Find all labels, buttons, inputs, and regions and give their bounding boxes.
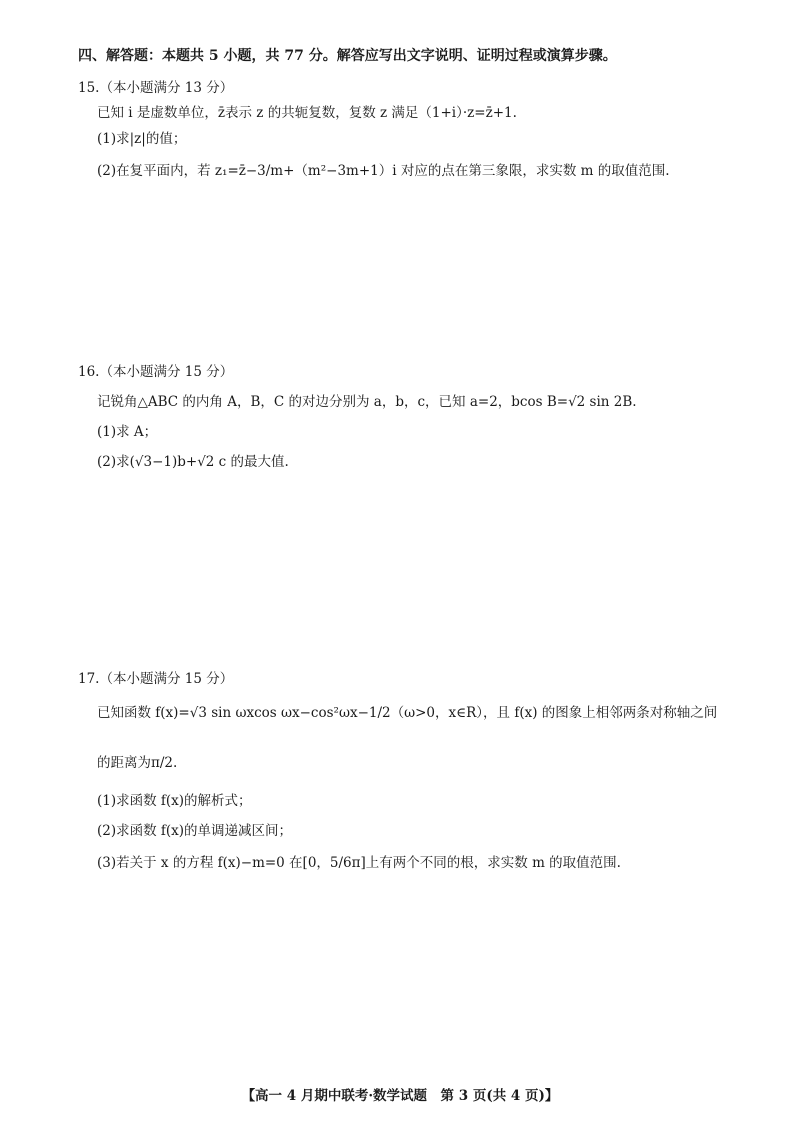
question-17-stem-continued: 的距离为π/2. — [97, 755, 178, 771]
question-16-part-1: (1)求 A； — [97, 424, 158, 440]
question-15-part-1: (1)求|z|的值； — [97, 131, 187, 147]
question-17-header: 17.（本小题满分 15 分） — [78, 671, 234, 687]
question-16-stem: 记锐角△ABC 的内角 A，B，C 的对边分别为 a，b，c，已知 a=2，bcos B=√2 sin 2B. — [97, 394, 637, 410]
question-16-part-2: (2)求(√3−1)b+√2 c 的最大值. — [97, 454, 289, 470]
question-15-part-2: (2)在复平面内，若 z₁=z̄−3/m+（m²−3m+1）i 对应的点在第三象限，求实数 m 的取值范围. — [97, 163, 670, 179]
page-footer: 【高一 4 月期中联考·数学试题 第 3 页(共 4 页)】 — [241, 1088, 559, 1104]
question-17-stem: 已知函数 f(x)=√3 sin ωxcos ωx−cos²ωx−1/2（ω>0，x∈R），且 f(x) 的图象上相邻两条对称轴之间 — [97, 705, 718, 721]
question-15-header: 15.（本小题满分 13 分） — [78, 80, 234, 96]
question-16-header: 16.（本小题满分 15 分） — [78, 364, 234, 380]
question-17-part-2: (2)求函数 f(x)的单调递减区间； — [97, 823, 293, 839]
section-title: 四、解答题：本题共 5 小题，共 77 分。解答应写出文字说明、证明过程或演算步骤。 — [78, 48, 617, 64]
question-15-stem: 已知 i 是虚数单位，z̄表示 z 的共轭复数，复数 z 满足（1+i）·z=z̄+1. — [97, 105, 517, 121]
question-17-part-1: (1)求函数 f(x)的解析式； — [97, 793, 252, 809]
question-17-part-3: (3)若关于 x 的方程 f(x)−m=0 在[0，5/6π]上有两个不同的根，求实数 m 的取值范围. — [97, 855, 621, 871]
